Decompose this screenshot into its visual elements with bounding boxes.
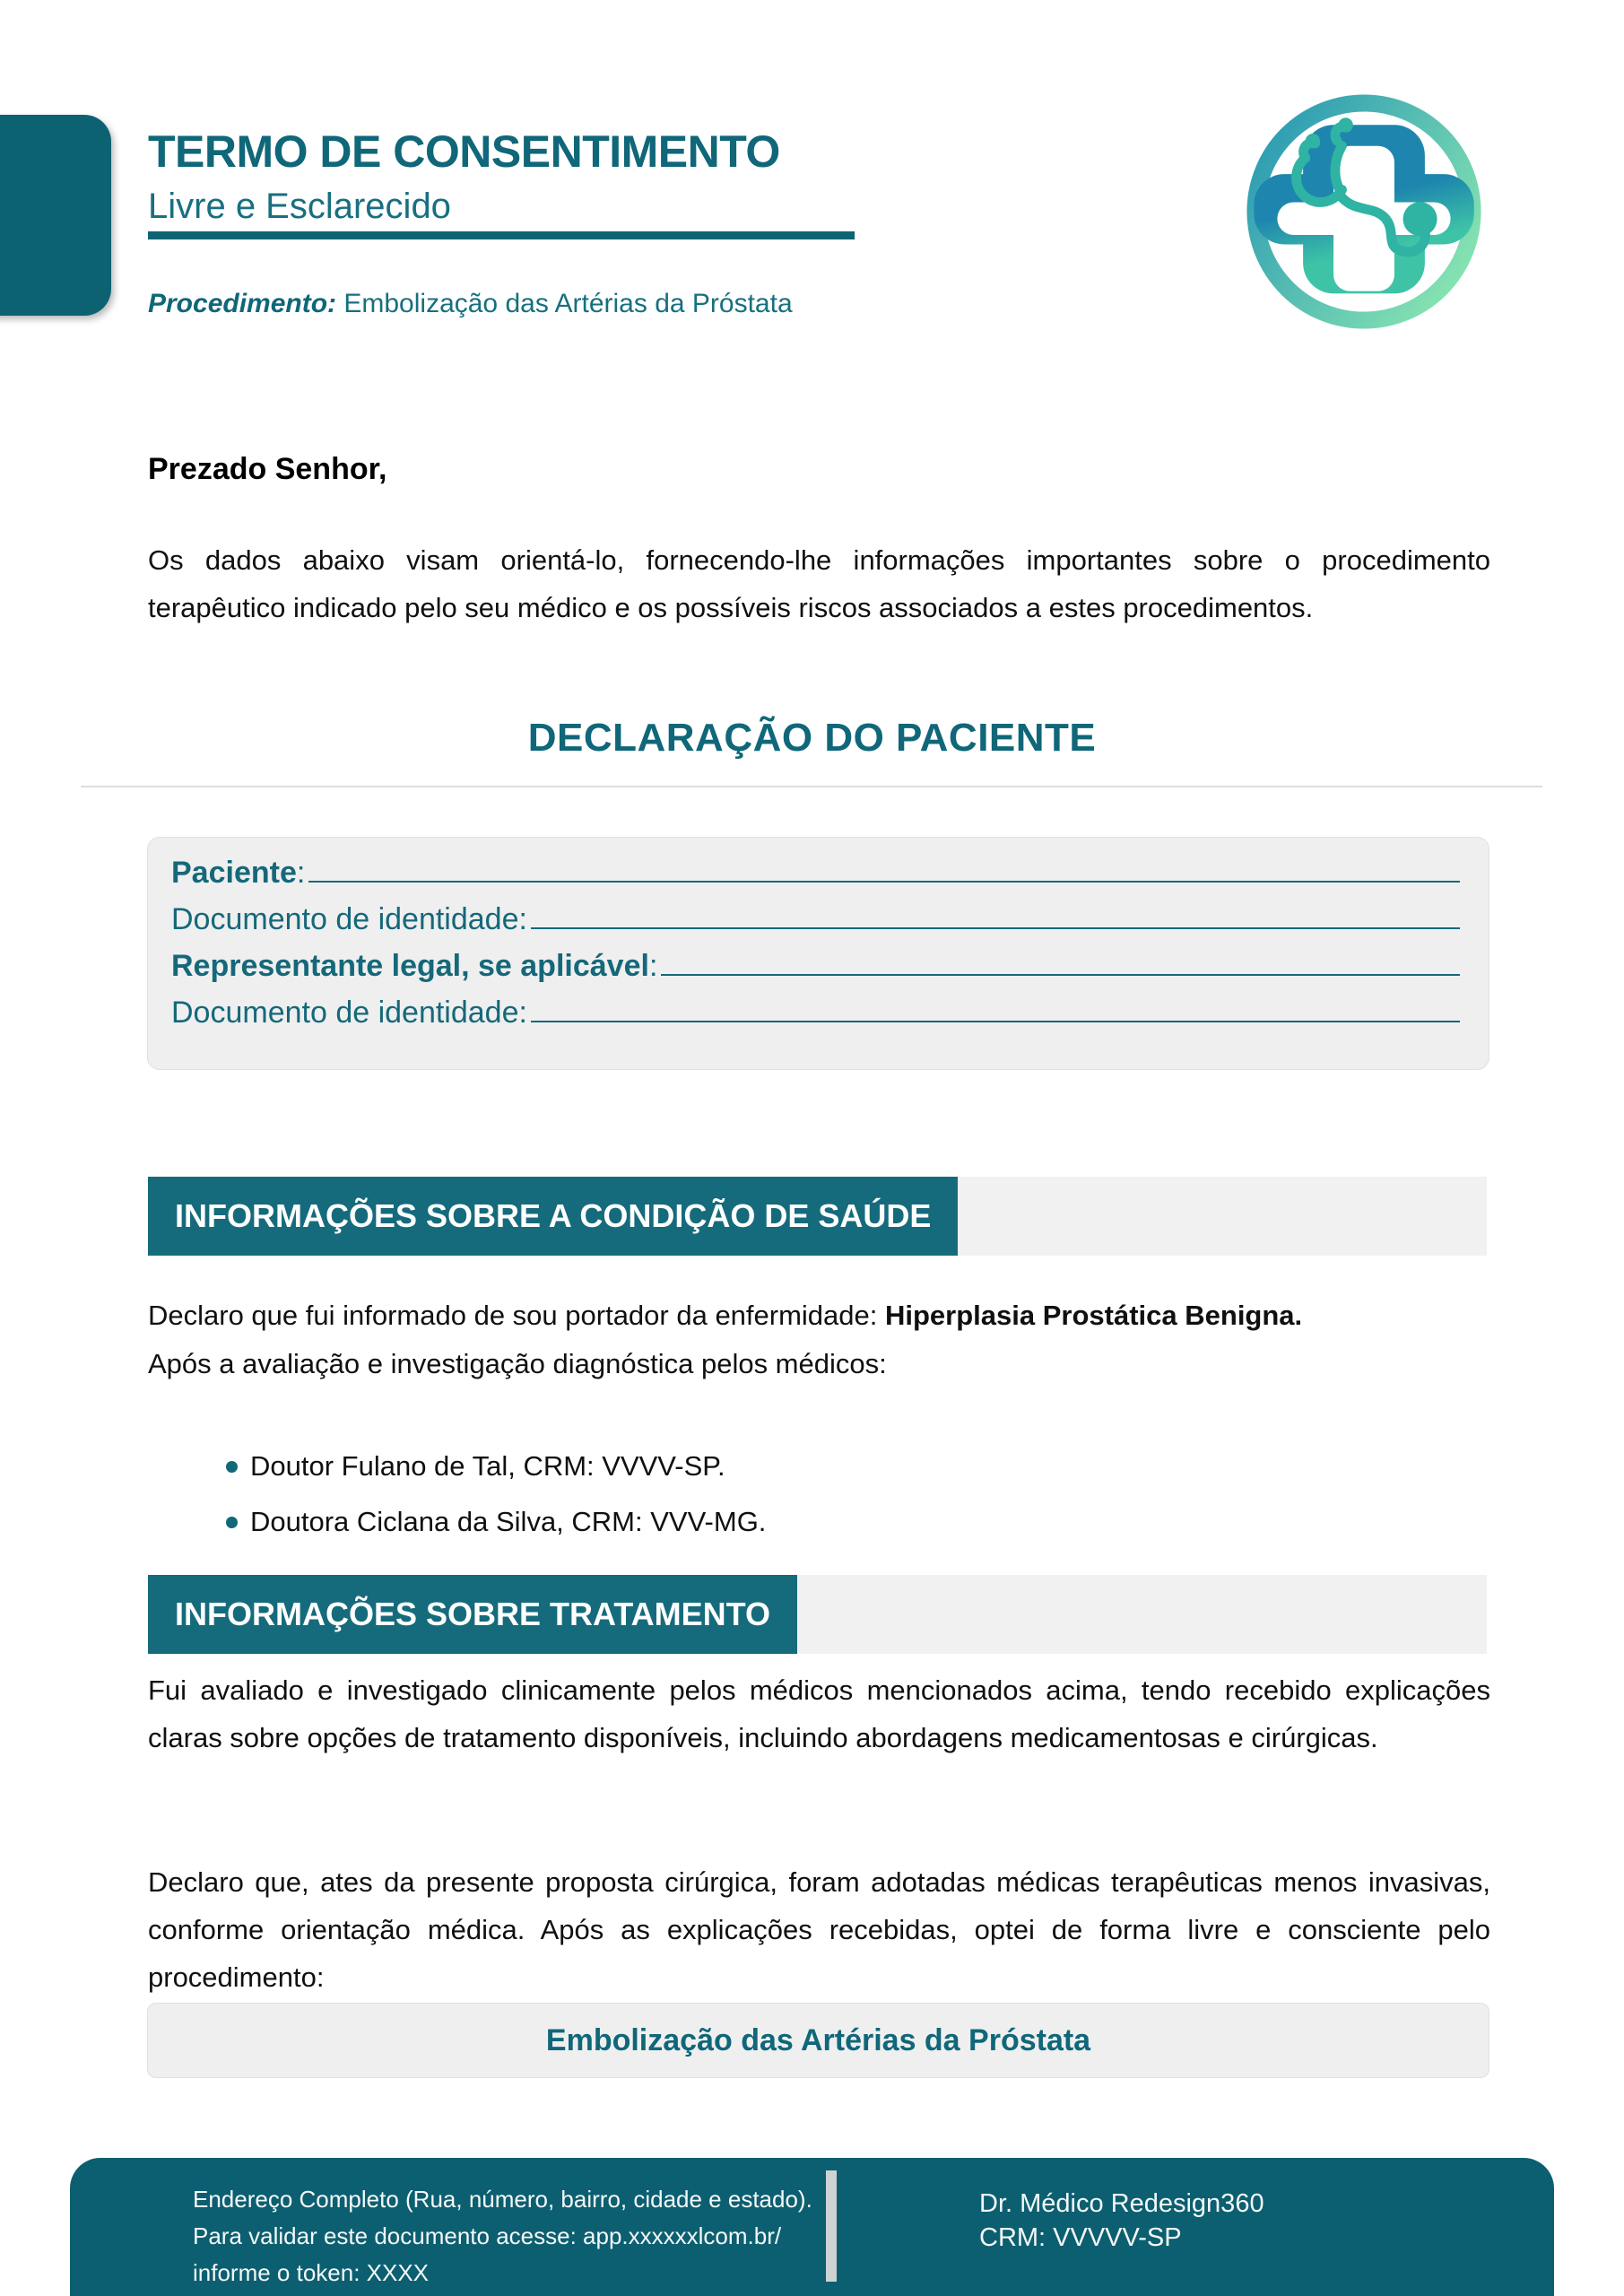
declaration-heading: DECLARAÇÃO DO PACIENTE [527, 716, 1097, 760]
footer-address: Endereço Completo (Rua, número, bairro, cidade e estado). [193, 2186, 812, 2213]
condition-line-2: Após a avaliação e investigação diagnóstica pelos médicos: [148, 1348, 887, 1379]
field-label: Documento de identidade: [171, 902, 527, 936]
medical-cross-stethoscope-logo-icon [1242, 90, 1486, 334]
treatment-paragraph-2: Declaro que, ates da presente proposta cirúrgica, foram adotadas médicas terapêuticas menos invasivas, conforme orientação médica. Após as explicações recebidas, optei de forma livre e consciente pelo procedimento: [148, 1866, 1490, 1993]
footer-validation-url: Para validar este documento acesse: app.xxxxxxlcom.br/ [193, 2222, 782, 2249]
field-row-identity-doc-2 [171, 996, 1462, 1042]
field-label: Representante legal, se aplicável: [171, 949, 658, 983]
field-row-legal-representative [171, 949, 1462, 996]
section-bar-treatment [148, 1575, 1487, 1654]
title-underline [148, 231, 855, 239]
list-item-doctor-2 [226, 1494, 766, 1550]
diagnosis-name: Hiperplasia Prostática Benigna. [885, 1300, 1303, 1331]
fill-in-blank-line [308, 880, 1460, 883]
field-row-identity-doc [171, 902, 1462, 949]
procedure-line [148, 289, 793, 319]
section-bar-health-condition [148, 1177, 1487, 1256]
field-label: Documento de identidade: [171, 996, 527, 1030]
procedure-label: Procedimento: [148, 289, 337, 318]
footer-bar [70, 2158, 1554, 2296]
bullet-icon [226, 1517, 238, 1528]
bullet-icon [226, 1461, 238, 1473]
field-row-patient [171, 856, 1462, 902]
corner-accent-tab [0, 115, 111, 316]
treatment-paragraph-1: Fui avaliado e investigado clinicamente pelos médicos mencionados acima, tendo recebido explicações claras sobre opções de tratamento disponíveis, incluindo abordagens medicamentosas e cirúrgicas. [148, 1674, 1490, 1753]
footer-doctor-crm: CRM: VVVVV-SP [979, 2223, 1182, 2252]
footer-validation-token: informe o token: XXXX [193, 2259, 430, 2286]
fill-in-blank-line [531, 926, 1460, 929]
page-title: TERMO DE CONSENTIMENTO [148, 126, 780, 177]
condition-paragraph [148, 1292, 1490, 1388]
footer-address-block [193, 2181, 812, 2292]
fill-in-blank-line [531, 1020, 1460, 1022]
doctor-name-crm: Doutora Ciclana da Silva, CRM: VVV-MG. [250, 1506, 767, 1537]
doctor-name-crm: Doutor Fulano de Tal, CRM: VVVV-SP. [250, 1450, 725, 1482]
condition-line-1: Declaro que fui informado de sou portador da enfermidade: Hiperplasia Prostática Benigna. [148, 1300, 1303, 1331]
fill-in-blank-line [661, 973, 1460, 976]
section-heading-treatment: INFORMAÇÕES SOBRE TRATAMENTO [148, 1575, 797, 1654]
footer-divider [826, 2170, 837, 2282]
doctor-list [226, 1439, 766, 1550]
procedure-value: Embolização das Artérias da Próstata [336, 289, 793, 318]
section-heading-health-condition: INFORMAÇÕES SOBRE A CONDIÇÃO DE SAÚDE [148, 1177, 958, 1256]
page-subtitle: Livre e Esclarecido [148, 187, 451, 226]
list-item-doctor-1 [226, 1439, 766, 1494]
footer-doctor-name: Dr. Médico Redesign360 [979, 2189, 1264, 2218]
patient-declaration-box [147, 837, 1489, 1070]
intro-paragraph: Os dados abaixo visam orientá-lo, fornecendo-lhe informações importantes sobre o procedimento terapêutico indicado pelo seu médico e os possíveis riscos associados a estes procedimentos. [148, 544, 1490, 623]
field-label: Paciente: [171, 856, 306, 890]
greeting-text: Prezado Senhor, [148, 452, 387, 486]
chosen-procedure-box: Embolização das Artérias da Próstata [147, 2003, 1489, 2078]
footer-doctor-block [979, 2187, 1264, 2255]
declaration-divider [81, 786, 1542, 787]
